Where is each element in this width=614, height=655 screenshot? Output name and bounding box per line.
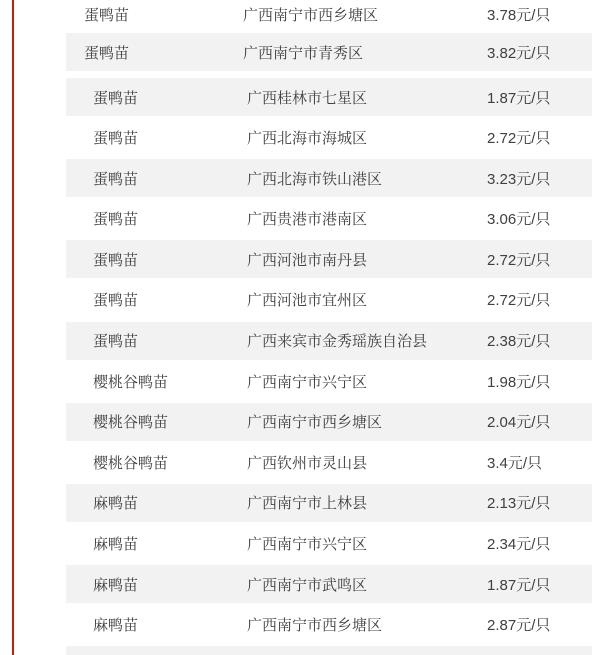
location-cell: 广西北海市海城区	[247, 130, 368, 148]
location-cell: 广西南宁市兴宁区	[247, 536, 368, 554]
price-table	[66, 0, 592, 655]
price-cell: 1.98元/只	[487, 373, 551, 391]
table-row	[66, 33, 592, 71]
location-cell: 广西钦州市灵山县	[247, 454, 368, 472]
table-row	[66, 159, 592, 197]
table-row	[66, 322, 592, 360]
table-row	[66, 281, 592, 319]
breed-cell: 蛋鸭苗	[84, 6, 130, 24]
price-cell: 2.72元/只	[487, 251, 551, 269]
price-cell: 2.87元/只	[487, 617, 551, 635]
price-cell: 3.82元/只	[487, 44, 551, 62]
price-cell: 2.38元/只	[487, 333, 551, 351]
breed-cell: 麻鸭苗	[93, 576, 139, 594]
breed-cell: 蛋鸭苗	[93, 211, 139, 229]
location-cell: 广西来宾市金秀瑶族自治县	[247, 333, 428, 351]
table-row	[66, 443, 592, 481]
location-cell: 广西南宁市上林县	[247, 495, 368, 513]
location-cell: 广西桂林市七星区	[247, 89, 368, 107]
table-row	[66, 78, 592, 116]
left-accent-line	[12, 0, 14, 655]
table-row	[66, 606, 592, 644]
table-row	[66, 0, 592, 33]
breed-cell: 麻鸭苗	[93, 495, 139, 513]
location-cell: 广西河池市南丹县	[247, 251, 368, 269]
table-row	[66, 119, 592, 157]
breed-cell: 樱桃谷鸭苗	[93, 414, 169, 432]
table-row-partial	[66, 646, 592, 655]
breed-cell: 蛋鸭苗	[93, 292, 139, 310]
location-cell: 广西河池市宜州区	[247, 292, 368, 310]
breed-cell: 蛋鸭苗	[93, 251, 139, 269]
location-cell: 广西南宁市兴宁区	[247, 373, 368, 391]
breed-cell: 蛋鸭苗	[93, 333, 139, 351]
breed-cell: 蛋鸭苗	[93, 89, 139, 107]
price-cell: 2.13元/只	[487, 495, 551, 513]
location-cell: 广西南宁市青秀区	[243, 44, 364, 62]
price-cell: 3.23元/只	[487, 170, 551, 188]
breed-cell: 樱桃谷鸭苗	[93, 373, 169, 391]
table-row	[66, 200, 592, 238]
price-cell: 3.4元/只	[487, 454, 543, 472]
breed-cell: 蛋鸭苗	[93, 130, 139, 148]
price-cell: 2.72元/只	[487, 130, 551, 148]
location-cell: 广西南宁市西乡塘区	[247, 617, 383, 635]
price-table-main-section	[66, 78, 592, 655]
price-cell: 2.72元/只	[487, 292, 551, 310]
location-cell: 广西南宁市西乡塘区	[247, 414, 383, 432]
location-cell: 广西贵港市港南区	[247, 211, 368, 229]
price-cell: 2.34元/只	[487, 536, 551, 554]
price-table-top-section	[66, 0, 592, 71]
breed-cell: 麻鸭苗	[93, 617, 139, 635]
table-row	[66, 565, 592, 603]
table-row	[66, 240, 592, 278]
table-row	[66, 362, 592, 400]
location-cell: 广西南宁市武鸣区	[247, 576, 368, 594]
location-cell: 广西北海市铁山港区	[247, 170, 383, 188]
price-cell: 3.06元/只	[487, 211, 551, 229]
breed-cell: 蛋鸭苗	[84, 44, 130, 62]
price-cell: 1.87元/只	[487, 576, 551, 594]
table-row	[66, 403, 592, 441]
price-cell: 2.04元/只	[487, 414, 551, 432]
price-cell: 3.78元/只	[487, 6, 551, 24]
breed-cell: 麻鸭苗	[93, 536, 139, 554]
location-cell: 广西南宁市西乡塘区	[243, 6, 379, 24]
table-row	[66, 525, 592, 563]
breed-cell: 蛋鸭苗	[93, 170, 139, 188]
table-row	[66, 484, 592, 522]
price-cell: 1.87元/只	[487, 89, 551, 107]
breed-cell: 樱桃谷鸭苗	[93, 454, 169, 472]
